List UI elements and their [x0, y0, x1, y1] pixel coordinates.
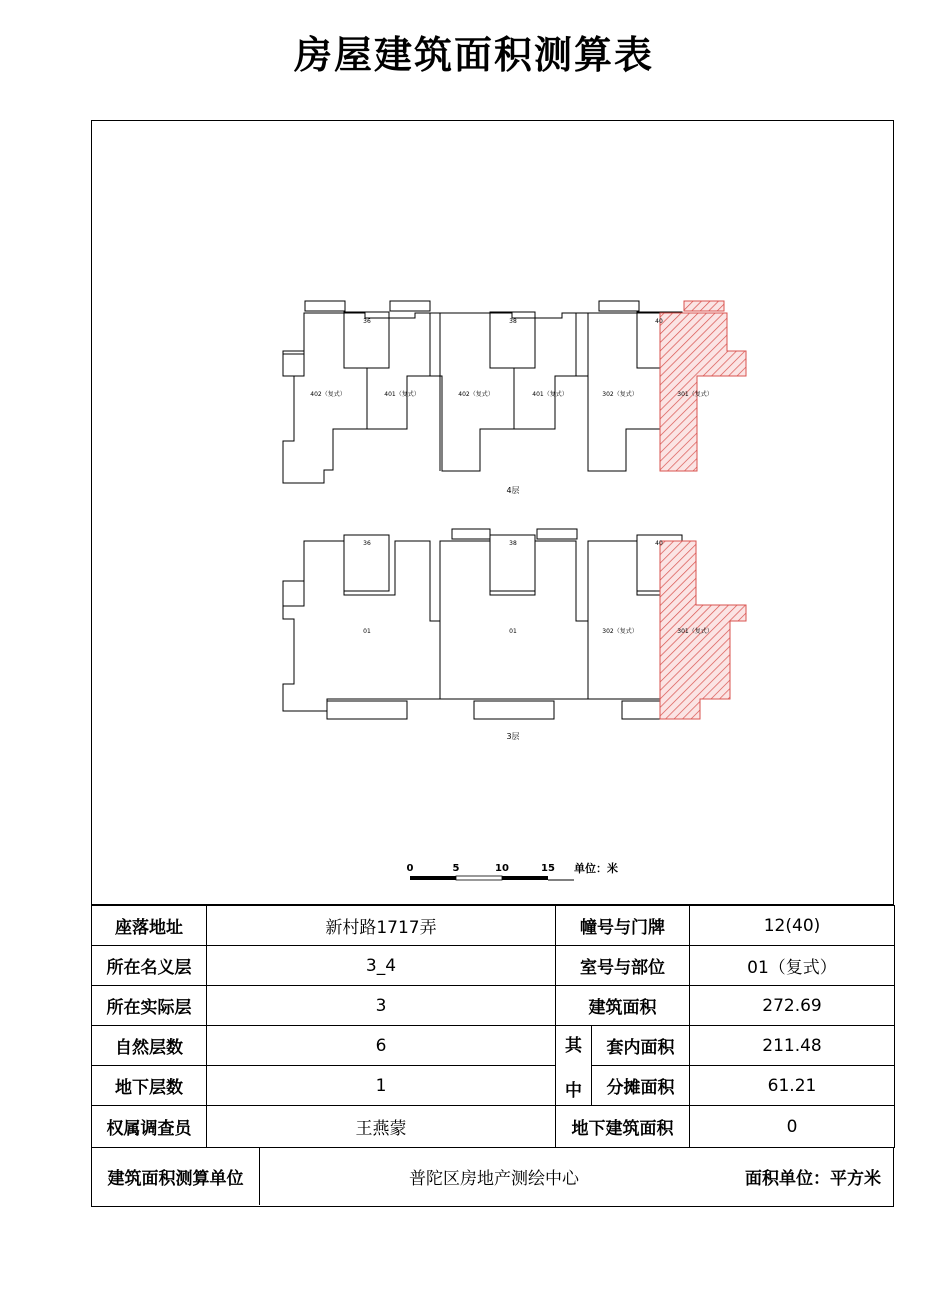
underground-area-label: 地下建筑面积: [556, 1106, 690, 1148]
stair-label: 40: [655, 318, 663, 325]
underground-floors-value: 1: [207, 1066, 556, 1106]
scale-tick: 15: [541, 863, 555, 874]
scale-tick: 10: [495, 863, 509, 874]
page-title: 房屋建筑面积测算表: [293, 33, 654, 77]
room-label: 301（复式）: [677, 391, 713, 398]
inner-area-value: 211.48: [690, 1026, 895, 1066]
actual-floor-value: 3: [207, 986, 556, 1026]
shared-area-value: 61.21: [690, 1066, 895, 1106]
scale-unit: 单位：米: [574, 862, 618, 875]
area-unit-note: 面积单位：平方米: [745, 1168, 881, 1189]
stair-label: 38: [509, 318, 517, 325]
survey-unit-value: 普陀区房地产测绘中心: [409, 1168, 579, 1189]
stair-label: 36: [363, 318, 371, 325]
floor-plan: [92, 121, 895, 906]
nominal-floor-value: 3_4: [207, 946, 556, 986]
surveyor-label: 权属调查员: [92, 1106, 207, 1148]
survey-unit-row: [91, 1147, 894, 1207]
natural-floors-label: 自然层数: [92, 1026, 207, 1066]
room-label: 302（复式）: [602, 628, 638, 635]
room-label: 402（复式）: [458, 391, 494, 398]
room-label: 401（复式）: [384, 391, 420, 398]
floor-label-4: 4层: [506, 486, 520, 495]
location-label: 座落地址: [92, 906, 207, 946]
underground-floors-label: 地下层数: [92, 1066, 207, 1106]
nominal-floor-label: 所在名义层: [92, 946, 207, 986]
floor-label-3: 3层: [506, 732, 520, 741]
shared-area-label: 分摊面积: [592, 1066, 690, 1106]
room-label: 402（复式）: [310, 391, 346, 398]
of-which-label: 其 中: [556, 1026, 592, 1106]
inner-area-label: 套内面积: [592, 1026, 690, 1066]
floor-plan-frame: [91, 120, 894, 905]
stair-label: 38: [509, 540, 517, 547]
floor4-outline: [283, 313, 430, 483]
survey-unit-label: 建筑面积测算单位: [92, 1147, 260, 1205]
scale-tick: 5: [452, 863, 460, 874]
stair-label: 40: [655, 540, 663, 547]
building-label: 幢号与门牌: [556, 906, 690, 946]
room-label: 01: [363, 628, 371, 635]
room-label: 01: [509, 628, 517, 635]
scale-bar: [407, 861, 618, 880]
stair-label: 36: [363, 540, 371, 547]
room-label: 301（复式）: [677, 628, 713, 635]
scale-tick: 0: [406, 863, 414, 874]
area-table: [91, 905, 895, 1148]
surveyor-value: 王燕蒙: [207, 1106, 556, 1148]
build-area-label: 建筑面积: [556, 986, 690, 1026]
actual-floor-label: 所在实际层: [92, 986, 207, 1026]
room-label: 401（复式）: [532, 391, 568, 398]
building-value: 12(40): [690, 906, 895, 946]
build-area-value: 272.69: [690, 986, 895, 1026]
natural-floors-value: 6: [207, 1026, 556, 1066]
room-value: 01（复式）: [690, 946, 895, 986]
location-value: 新村路1717弄: [207, 906, 556, 946]
room-label: 室号与部位: [556, 946, 690, 986]
room-label: 302（复式）: [602, 391, 638, 398]
underground-area-value: 0: [690, 1106, 895, 1148]
